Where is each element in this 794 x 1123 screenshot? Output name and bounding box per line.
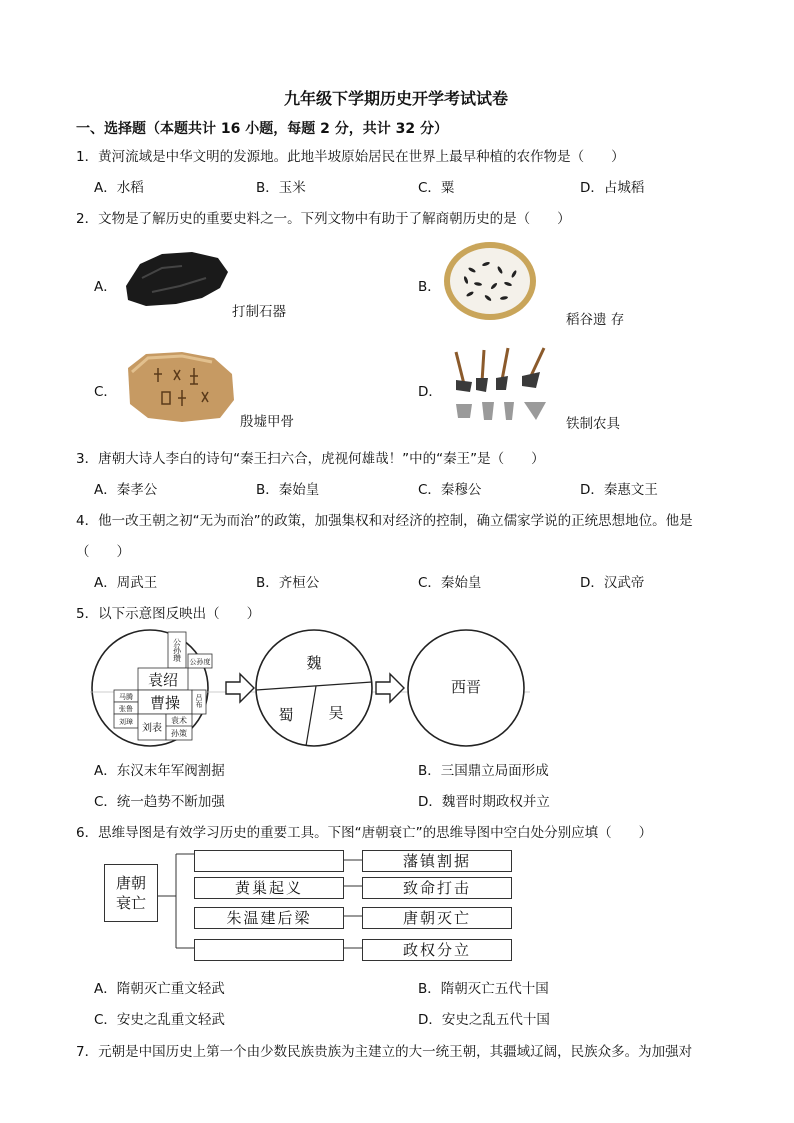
question-2-stem: 2．文物是了解历史的重要史料之一。下列文物中有助于了解商朝历史的是（ ） [76,211,571,227]
warlord-lvbu: 吕布 [195,694,203,708]
warlord-liubiao: 刘表 [142,723,162,734]
mindmap-right-3: 唐朝灭亡 [362,907,512,929]
q3-option-b[interactable]: B．秦始皇 [256,482,320,498]
oracle-bone-image [122,348,238,424]
mindmap-right-1: 藩镇割据 [362,850,512,872]
question-4-stem-cont: （ ） [76,544,130,560]
q1-option-a[interactable]: A．水稻 [94,180,144,196]
question-3-stem: 3．唐朝大诗人李白的诗句“秦王扫六合，虎视何雄哉！”中的“秦王”是（ ） [76,451,545,467]
q4-option-c[interactable]: C．秦始皇 [418,575,482,591]
q1-option-b[interactable]: B．玉米 [256,180,306,196]
question-5-stem: 5．以下示意图反映出（ ） [76,606,261,622]
q5-option-c[interactable]: C．统一趋势不断加强 [94,794,225,810]
q6-option-c[interactable]: C．安史之乱重文轻武 [94,1012,225,1028]
warlord-sunce: 孙策 [171,729,187,738]
q6-option-a[interactable]: A．隋朝灭亡重文轻武 [94,981,225,997]
mindmap-root-line2: 衰亡 [115,894,146,912]
q2-option-b[interactable]: B． [418,279,441,295]
q4-option-d[interactable]: D．汉武帝 [580,575,645,591]
q2-caption-b: 稻谷遗 存 [566,312,625,328]
q4-option-a[interactable]: A．周武王 [94,575,158,591]
q3-option-c[interactable]: C．秦穆公 [418,482,482,498]
mindmap-root [104,864,158,922]
warlord-caocao: 曹操 [149,694,181,712]
warlord-gongsundu: 公孙度 [189,658,211,666]
page-title: 九年级下学期历史开学考试试卷 [284,89,509,108]
mindmap-blank-1 [194,850,344,872]
mindmap-blank-2 [194,939,344,961]
q5-option-b[interactable]: B．三国鼎立局面形成 [418,763,549,779]
iron-tools-image [442,342,562,426]
kingdom-wei: 魏 [306,654,322,672]
kingdom-wu: 吴 [328,704,344,722]
q2-option-a[interactable]: A． [94,279,117,295]
mindmap-right-2: 致命打击 [362,877,512,899]
q3-option-d[interactable]: D．秦惠文王 [580,482,658,498]
q2-caption-a: 打制石器 [232,304,286,320]
question-4-stem: 4．他一改王朝之初“无为而治”的政策，加强集权和对经济的控制，确立儒家学说的正统思想地位。他是 [76,513,693,529]
mindmap-diagram [104,846,524,966]
kingdom-shu: 蜀 [278,706,294,724]
warlords-diagram [90,628,530,748]
question-1-stem: 1．黄河流域是中华文明的发源地。此地半坡原始居民在世界上最早种植的农作物是（ ） [76,149,625,165]
q2-caption-d: 铁制农具 [566,416,620,432]
warlord-mateng: 马腾 [119,693,133,701]
q6-option-d[interactable]: D．安史之乱五代十国 [418,1012,550,1028]
q2-option-c[interactable]: C． [94,384,117,400]
mindmap-right-4: 政权分立 [362,939,512,961]
mindmap-root-line1: 唐朝 [115,874,146,892]
arrow-right-icon [226,674,254,702]
q1-option-d[interactable]: D．占城稻 [580,180,645,196]
q2-option-d[interactable]: D． [418,384,442,400]
arrow-right-icon [376,674,404,702]
q6-option-b[interactable]: B．隋朝灭亡五代十国 [418,981,549,997]
q5-option-d[interactable]: D．魏晋时期政权并立 [418,794,550,810]
q3-option-a[interactable]: A．秦孝公 [94,482,158,498]
q5-option-a[interactable]: A．东汉末年军阀割据 [94,763,225,779]
warlord-liuzhang: 刘璋 [119,718,133,726]
q1-option-c[interactable]: C．粟 [418,180,455,196]
warlord-yuanshu: 袁术 [171,716,187,725]
section-heading: 一、选择题（本题共计 16 小题，每题 2 分，共计 32 分） [76,121,448,137]
q4-option-b[interactable]: B．齐桓公 [256,575,320,591]
mindmap-left-3: 朱温建后梁 [194,907,344,929]
dynasty-xijin: 西晋 [450,678,482,696]
question-6-stem: 6．思维导图是有效学习历史的重要工具。下图“唐朝衰亡”的思维导图中空白处分别应填（ ） [76,825,653,841]
rice-grain-image [442,240,538,322]
warlord-zhanglu: 张鲁 [119,705,133,713]
stone-tool-image [122,248,232,310]
warlord-yuanshao: 袁绍 [147,671,179,689]
question-7-stem: 7．元朝是中国历史上第一个由少数民族贵族为主建立的大一统王朝，其疆域辽阔，民族众多。为加强对 [76,1044,693,1060]
q2-caption-c: 殷墟甲骨 [240,414,294,430]
warlord-gongsunzan: 公孙瓒 [172,638,182,662]
mindmap-left-2: 黄巢起义 [194,877,344,899]
